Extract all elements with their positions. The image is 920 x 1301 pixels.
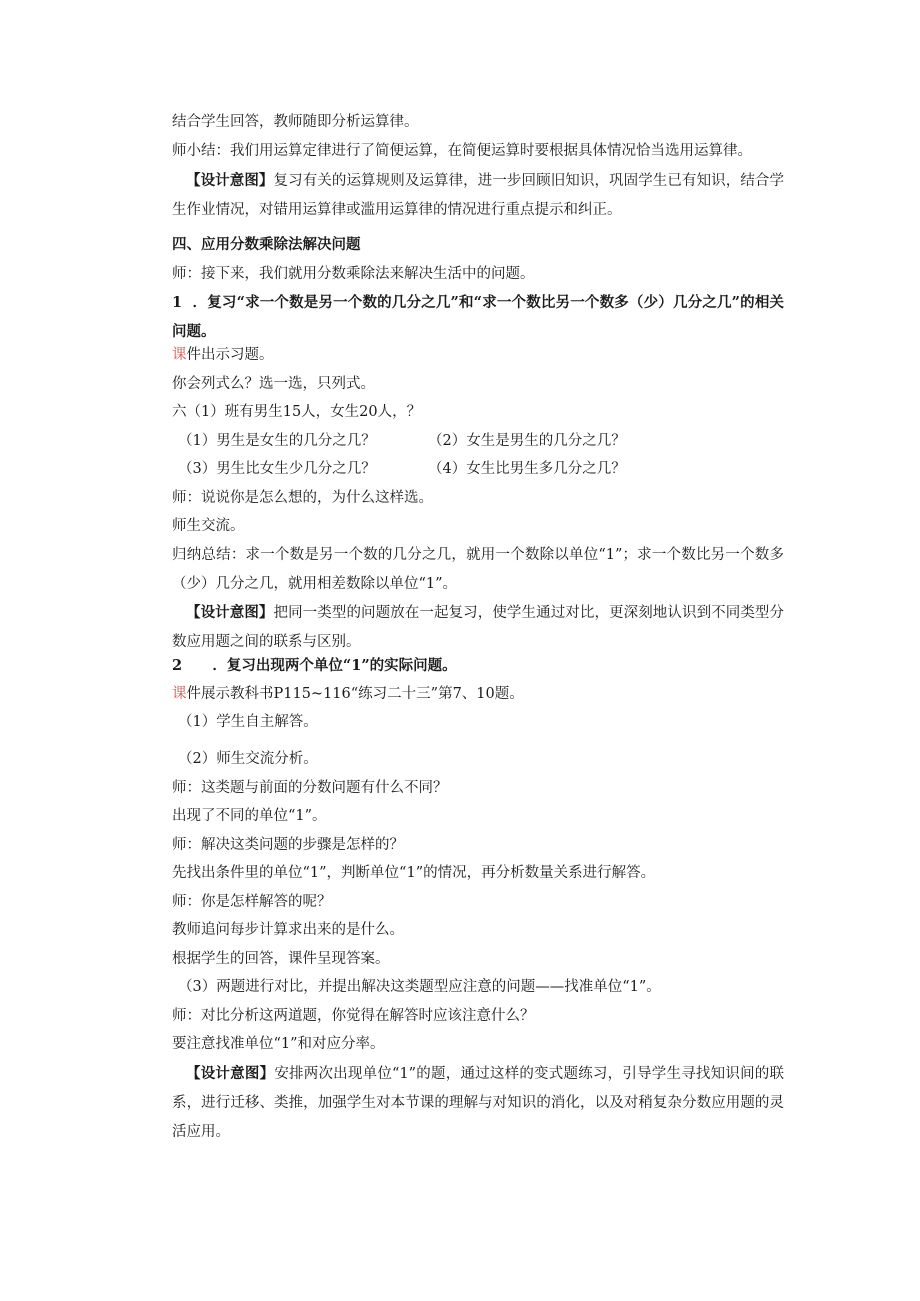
design-intent: [172, 166, 784, 225]
heading-text: ．复习“求一个数是另一个数的几分之几”和“求一个数比另一个数多（少）几分之几”的相关问题。: [172, 294, 784, 340]
paragraph: 出现了不同的单位“1”。: [172, 808, 327, 824]
design-intent-tag: 【设计意图】: [186, 1065, 275, 1082]
paragraph: [172, 345, 274, 365]
paragraph: 先找出条件里的单位“1”，判断单位“1”的情况，再分析数量关系进行解答。: [172, 865, 656, 881]
question-row: [178, 431, 626, 451]
design-intent: [172, 598, 784, 657]
design-intent: [172, 1059, 784, 1147]
paragraph: 师：解决这类问题的步骤是怎样的？: [172, 837, 404, 853]
paragraph: 师：说说你是怎么想的，为什么这样选。: [172, 490, 433, 506]
question-item: （2）女生是男生的几分之几？: [428, 433, 626, 449]
paragraph-text: 件出示习题。: [186, 347, 274, 363]
subsection-heading: [172, 656, 457, 676]
paragraph: 师小结：我们用运算定律进行了简便运算，在简便运算时要根据具体情况恰当选用运算律。: [172, 143, 752, 159]
paragraph: 师：你是怎样解答的呢？: [172, 894, 332, 910]
question-item: （4）女生比男生多几分之几？: [428, 461, 626, 477]
paragraph: 结合学生回答，教师随即分析运算律。: [172, 114, 419, 130]
paragraph: 师生交流。: [172, 518, 245, 534]
paragraph: 师：这类题与前面的分数问题有什么不同？: [172, 780, 448, 796]
heading-number: 1: [172, 294, 183, 311]
design-intent-tag: 【设计意图】: [186, 604, 274, 621]
design-intent-tag: 【设计意图】: [186, 172, 274, 189]
design-intent-text: 安排两次出现单位“1”的题，通过这样的变式题练习，引导学生寻找知识间的联系，进行迁移、类推，加强学生对本节课的理解与对知识的消化，以及对稍复杂分数应用题的灵活应用。: [172, 1066, 784, 1140]
paragraph: 师：对比分析这两道题，你觉得在解答时应该注意什么？: [172, 1008, 535, 1024]
highlight-char: 课: [172, 686, 187, 702]
paragraph: （2）师生交流分析。: [178, 751, 318, 767]
paragraph: 六（1）班有男生15人，女生20人，？: [172, 404, 422, 420]
question-item: （3）男生比女生少几分之几？: [178, 461, 376, 477]
section-heading: 四、应用分数乘除法解决问题: [172, 236, 361, 253]
paragraph: 教师追问每步计算求出来的是什么。: [172, 922, 404, 938]
paragraph: （1）学生自主解答。: [178, 714, 318, 730]
heading-text: ．复习出现两个单位“1”的实际问题。: [212, 657, 457, 674]
paragraph: 你会列式么？选一选，只列式。: [172, 376, 375, 392]
question-item: （1）男生是女生的几分之几？: [178, 433, 376, 449]
question-row: [178, 459, 626, 479]
design-intent-text: 把同一类型的问题放在一起复习，使学生通过对比，更深刻地认识到不同类型分数应用题之间的联系与区别。: [172, 605, 785, 650]
paragraph: （3）两题进行对比，并提出解决这类题型应注意的问题——找准单位“1”。: [178, 979, 661, 995]
heading-number: 2: [172, 657, 183, 674]
design-intent-text: 复习有关的运算规则及运算律，进一步回顾旧知识，巩固学生已有知识，结合学生作业情况，对错用运算律或滥用运算律的情况进行重点提示和纠正。: [172, 173, 785, 218]
summary: 归纳总结：求一个数是另一个数的几分之几，就用一个数除以单位“1”；求一个数比另一个数多（少）几分之几，就用相差数除以单位“1”。: [172, 547, 784, 592]
paragraph: 要注意找准单位“1”和对应分率。: [172, 1036, 385, 1052]
paragraph: 师：接下来，我们就用分数乘除法来解决生活中的问题。: [172, 266, 535, 282]
paragraph: 根据学生的回答，课件呈现答案。: [172, 951, 390, 967]
highlight-char: 课: [172, 347, 187, 363]
paragraph: [172, 684, 524, 704]
paragraph-text: 件展示教科书P115~116“练习二十三”第7、10题。: [186, 686, 524, 702]
subsection-heading: [172, 288, 784, 346]
